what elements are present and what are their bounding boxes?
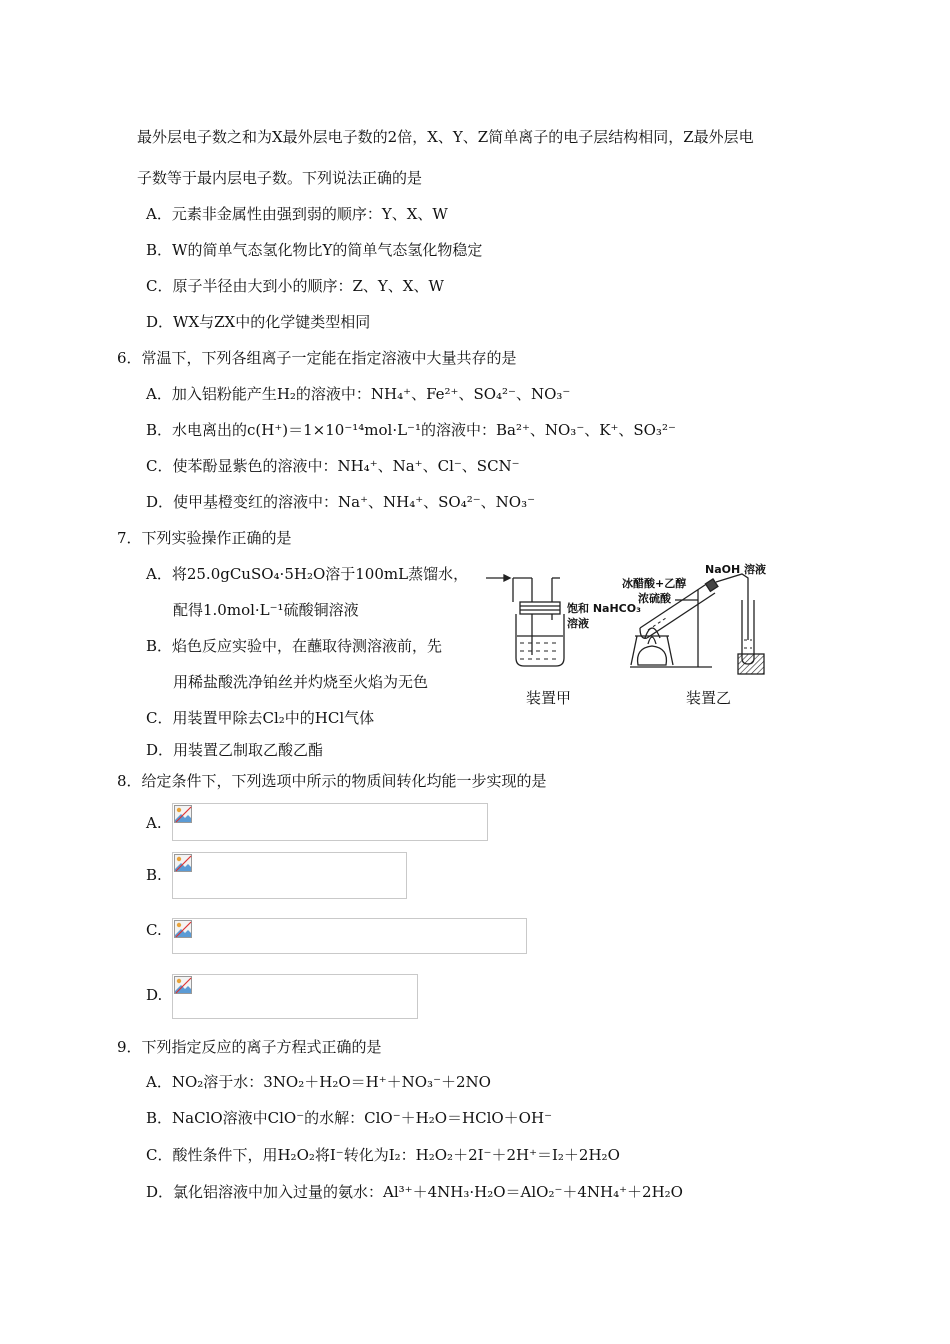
q8-option-d-label: D. <box>146 986 163 1004</box>
q7-option-b-line1: B．焰色反应实验中，在蘸取待测溶液前，先 <box>146 637 443 655</box>
q7-option-b-line2: 用稀盐酸洗净铂丝并灼烧至火焰为无色 <box>173 673 429 691</box>
q8-option-c-label: C. <box>146 921 162 939</box>
q7-option-a-line1: A．将25.0gCuSO₄·5H₂O溶于100mL蒸馏水， <box>146 565 469 583</box>
caption-apparatus-jia: 装置甲 <box>526 689 572 707</box>
q6-option-c: C．使苯酚显紫色的溶液中：NH₄⁺、Na⁺、Cl⁻、SCN⁻ <box>146 457 520 475</box>
apparatus-jia <box>486 575 564 666</box>
q9-option-b: B．NaClO溶液中ClO⁻的水解：ClO⁻＋H₂O＝HClO＋OH⁻ <box>146 1109 552 1127</box>
yi-label-reagents: 冰醋酸+乙醇 <box>622 577 687 590</box>
q6-option-d: D．使甲基橙变红的溶液中：Na⁺、NH₄⁺、SO₄²⁻、NO₃⁻ <box>146 493 536 511</box>
q8-option-b-image <box>172 852 407 899</box>
q5-stem-line1: 最外层电子数之和为X最外层电子数的2倍，X、Y、Z简单离子的电子层结构相同，Z最外层电 <box>137 128 754 146</box>
q6-option-a: A．加入铝粉能产生H₂的溶液中：NH₄⁺、Fe²⁺、SO₄²⁻、NO₃⁻ <box>146 385 571 403</box>
q7-stem: 7．下列实验操作正确的是 <box>117 529 292 547</box>
q8-option-a-label: A. <box>146 814 162 832</box>
apparatus-figure <box>480 560 780 690</box>
broken-image-icon <box>174 920 192 938</box>
q5-option-b: B．W的简单气态氢化物比Y的简单气态氢化物稳定 <box>146 241 483 259</box>
q8-option-c-image <box>172 918 527 954</box>
broken-image-icon <box>174 805 192 823</box>
broken-image-icon <box>174 976 192 994</box>
q6-option-b: B．水电离出的c(H⁺)＝1×10⁻¹⁴mol·L⁻¹的溶液中：Ba²⁺、NO₃⁻、K⁺、SO₃²⁻ <box>146 421 676 439</box>
caption-apparatus-yi: 装置乙 <box>686 689 732 707</box>
q8-option-a-image <box>172 803 488 841</box>
jia-label-line1: 饱和 NaHCO₃ <box>567 602 641 615</box>
q9-option-d: D．氯化铝溶液中加入过量的氨水：Al³⁺＋4NH₃·H₂O＝AlO₂⁻＋4NH₄⁺＋2H₂O <box>146 1183 683 1201</box>
q6-stem: 6．常温下，下列各组离子一定能在指定溶液中大量共存的是 <box>117 349 517 367</box>
q8-option-b-label: B. <box>146 866 162 884</box>
q5-option-c: C．原子半径由大到小的顺序：Z、Y、X、W <box>146 277 444 295</box>
jia-label-line2: 溶液 <box>567 617 589 630</box>
q9-option-c: C．酸性条件下，用H₂O₂将I⁻转化为I₂：H₂O₂＋2I⁻＋2H⁺＝I₂＋2H₂O <box>146 1146 620 1164</box>
q7-option-a-line2: 配得1.0mol·L⁻¹硫酸铜溶液 <box>173 601 359 619</box>
yi-label-naoh: NaOH 溶液 <box>705 563 767 576</box>
q5-option-d: D．WX与ZX中的化学键类型相同 <box>146 313 371 331</box>
q7-option-c: C．用装置甲除去Cl₂中的HCl气体 <box>146 709 375 727</box>
broken-image-icon <box>174 854 192 872</box>
q5-stem-line2: 子数等于最内层电子数。下列说法正确的是 <box>137 169 423 187</box>
q7-option-d: D．用装置乙制取乙酸乙酯 <box>146 741 324 759</box>
q8-stem: 8．给定条件下，下列选项中所示的物质间转化均能一步实现的是 <box>117 772 547 790</box>
q8-option-d-image <box>172 974 418 1019</box>
q9-stem: 9．下列指定反应的离子方程式正确的是 <box>117 1038 382 1056</box>
q5-option-a: A．元素非金属性由强到弱的顺序：Y、X、W <box>146 205 448 223</box>
q9-option-a: A．NO₂溶于水：3NO₂＋H₂O＝H⁺＋NO₃⁻＋2NO <box>146 1073 491 1091</box>
yi-label-acid: 浓硫酸 <box>638 592 671 605</box>
